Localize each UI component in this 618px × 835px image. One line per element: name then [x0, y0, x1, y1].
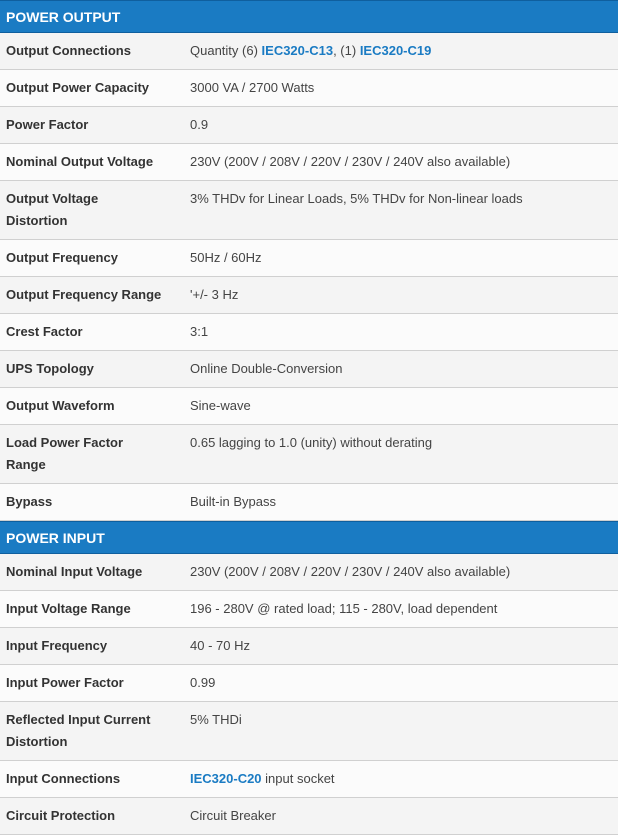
spec-value: 5% THDi: [190, 712, 242, 727]
spec-label: Input Power Factor: [6, 675, 124, 690]
spec-row-load-power-factor-range: [0, 425, 618, 484]
spec-value: 196 - 280V @ rated load; 115 - 280V, load dependent: [190, 601, 498, 616]
spec-row-output-power-capacity: [0, 70, 618, 107]
spec-value: 3000 VA / 2700 Watts: [190, 80, 315, 95]
spec-value-text: input socket: [261, 771, 335, 786]
power-input-rows: [0, 554, 618, 835]
section-header-power-input: POWER INPUT: [0, 521, 618, 554]
spec-label: Output Frequency: [6, 250, 118, 265]
spec-label: Nominal Input Voltage: [6, 564, 143, 579]
spec-row-nominal-input-voltage: [0, 554, 618, 591]
spec-row-output-frequency-range: [0, 277, 618, 314]
spec-value: 0.99: [190, 675, 216, 690]
spec-value: Built-in Bypass: [190, 494, 276, 509]
spec-row-reflected-input-current-distortion: [0, 702, 618, 761]
spec-label: Output Waveform: [6, 398, 115, 413]
spec-value-text: Quantity (6): [190, 43, 262, 58]
spec-value: [184, 33, 618, 69]
spec-value: Circuit Breaker: [190, 808, 276, 823]
spec-row-input-frequency: [0, 628, 618, 665]
spec-value: 230V (200V / 208V / 220V / 230V / 240V also available): [190, 154, 511, 169]
spec-value: Sine-wave: [190, 398, 251, 413]
spec-row-ups-topology: [0, 351, 618, 388]
power-output-rows: [0, 33, 618, 521]
spec-label: Reflected Input Current Distortion: [6, 712, 151, 749]
spec-row-crest-factor: [0, 314, 618, 351]
spec-row-bypass: [0, 484, 618, 521]
spec-value: 0.65 lagging to 1.0 (unity) without derating: [190, 435, 433, 450]
spec-label: Output Frequency Range: [6, 287, 162, 302]
spec-row-output-voltage-distortion: [0, 181, 618, 240]
spec-value: '+/- 3 Hz: [190, 287, 239, 302]
spec-label: Input Voltage Range: [6, 601, 131, 616]
spec-label: Power Factor: [6, 117, 89, 132]
spec-row-input-power-factor: [0, 665, 618, 702]
spec-value: [184, 761, 618, 797]
spec-label: Output Connections: [6, 43, 131, 58]
spec-value: 230V (200V / 208V / 220V / 230V / 240V also available): [190, 564, 511, 579]
section-header-power-output: POWER OUTPUT: [0, 0, 618, 33]
spec-label: Bypass: [6, 494, 53, 509]
spec-value: 50Hz / 60Hz: [190, 250, 262, 265]
spec-row-circuit-protection: [0, 798, 618, 835]
spec-value: 3:1: [190, 324, 209, 339]
spec-row-output-waveform: [0, 388, 618, 425]
spec-value: 0.9: [190, 117, 209, 132]
iec320-c13-link[interactable]: IEC320-C13: [261, 43, 334, 58]
spec-value: 40 - 70 Hz: [190, 638, 250, 653]
spec-label: Input Frequency: [6, 638, 108, 653]
spec-value: Online Double-Conversion: [190, 361, 343, 376]
spec-row-power-factor: [0, 107, 618, 144]
spec-label: Output Power Capacity: [6, 80, 150, 95]
spec-label: Circuit Protection: [6, 808, 116, 823]
spec-label: Crest Factor: [6, 324, 83, 339]
spec-row-output-frequency: [0, 240, 618, 277]
spec-row-input-voltage-range: [0, 591, 618, 628]
spec-label: Load Power Factor Range: [6, 435, 124, 472]
spec-row-input-connections: [0, 761, 618, 798]
spec-row-nominal-output-voltage: [0, 144, 618, 181]
iec320-c20-link[interactable]: IEC320-C20: [190, 771, 262, 786]
spec-value-text: , (1): [333, 43, 360, 58]
iec320-c19-link[interactable]: IEC320-C19: [359, 43, 432, 58]
spec-label: Output Voltage Distortion: [6, 191, 99, 228]
spec-label: Input Connections: [6, 771, 121, 786]
spec-label: Nominal Output Voltage: [6, 154, 154, 169]
spec-label: UPS Topology: [6, 361, 94, 376]
spec-value: 3% THDv for Linear Loads, 5% THDv for Non-linear loads: [190, 191, 523, 206]
spec-row-output-connections: [0, 33, 618, 70]
